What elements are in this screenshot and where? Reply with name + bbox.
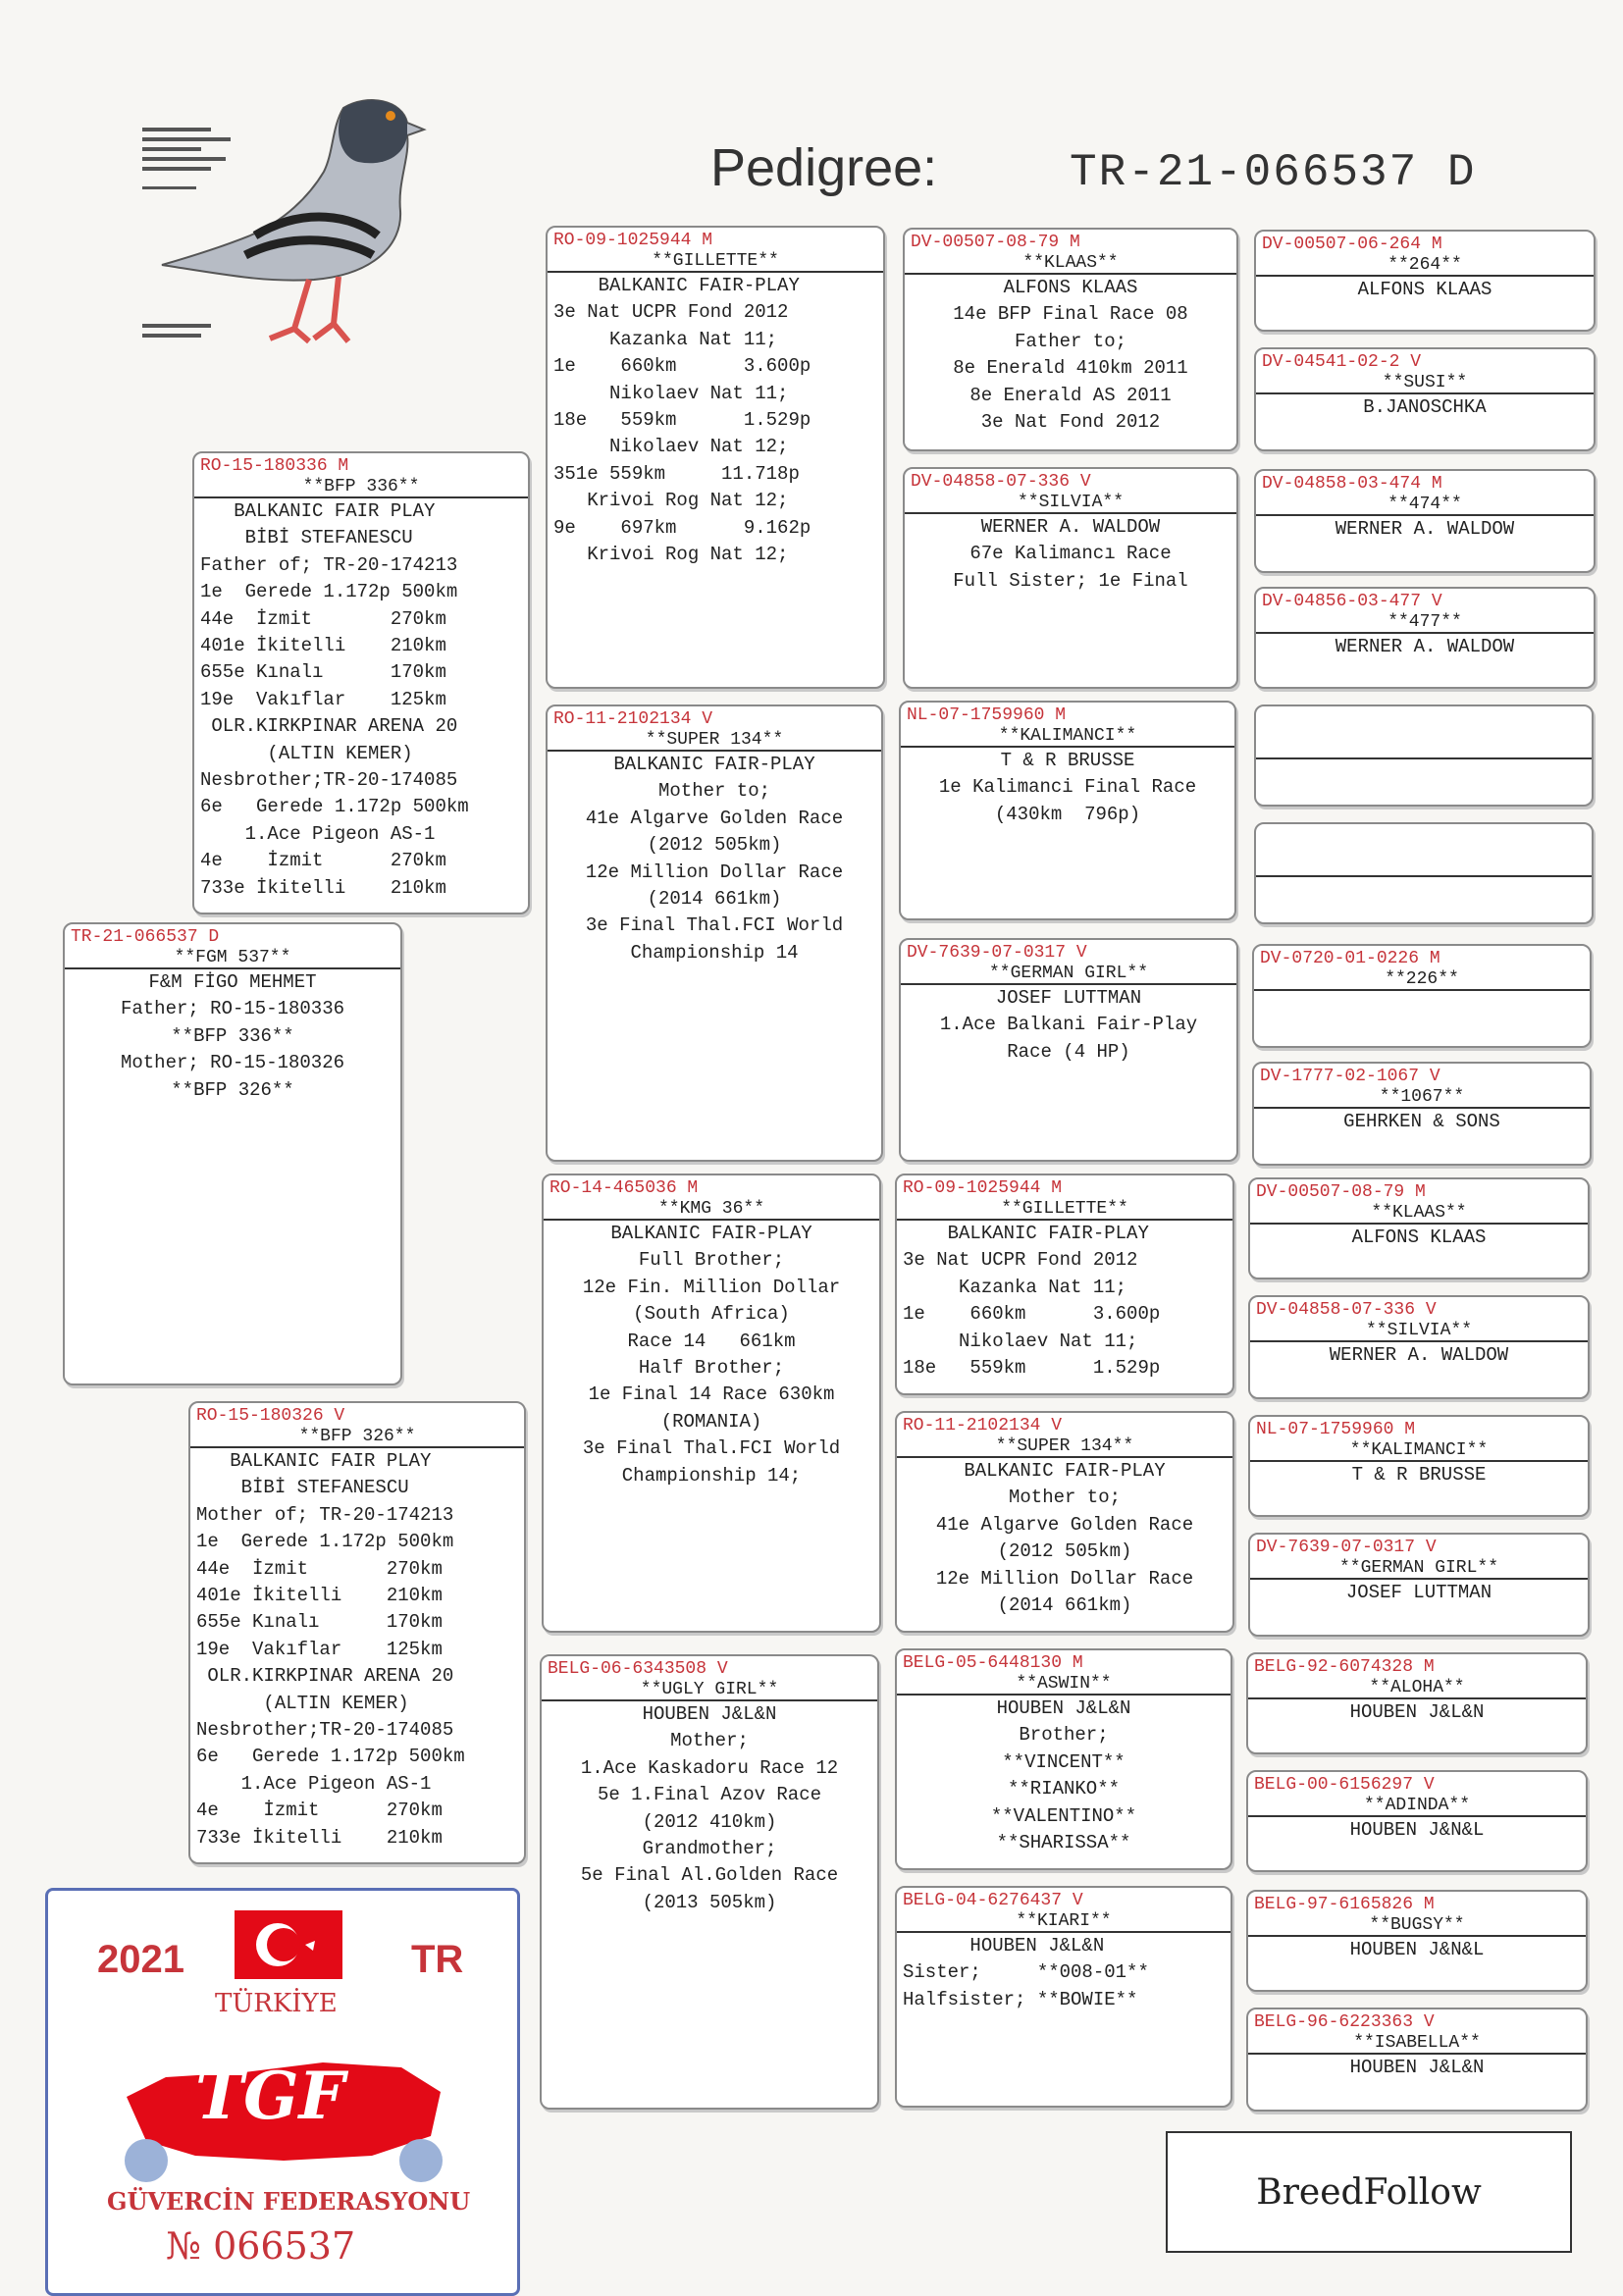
card-text-line: 1e Gerede 1.172p 500km: [200, 581, 458, 603]
card-text-line: 41e Algarve Golden Race: [585, 807, 844, 829]
card-text-line: (2012 505km): [647, 834, 782, 857]
card-text-line: HOUBEN J&L&N: [1349, 2057, 1485, 2078]
card-ggp-4: [899, 938, 1238, 1162]
card-pigeon-name: **KMG 36**: [544, 1199, 879, 1221]
card-ring-number: BELG-05-6448130 M: [903, 1653, 1083, 1673]
card-text-line: 6e Gerede 1.172p 500km: [200, 796, 469, 818]
card-ring-number: DV-00507-08-79 M: [911, 233, 1080, 252]
card-pigeon-name: **ALOHA**: [1248, 1678, 1586, 1699]
card-text-line: BALKANIC FAIR-PLAY: [903, 1223, 1149, 1244]
card-text-line: 1.Ace Pigeon AS-1: [200, 822, 436, 845]
card-ring-number: DV-04856-03-477 V: [1262, 592, 1442, 611]
card-text-line: T & R BRUSSE: [1000, 750, 1135, 771]
card-text-line: Nikolaev Nat 11;: [903, 1330, 1138, 1352]
card-gggp-1: [1254, 230, 1596, 332]
card-text-line: **VALENTINO**: [990, 1804, 1137, 1827]
card-text-line: GEHRKEN & SONS: [1343, 1111, 1500, 1132]
card-gggp-7: [1248, 1177, 1590, 1279]
card-ggp-1: [903, 228, 1238, 451]
card-pigeon-name: **KLAAS**: [905, 253, 1236, 275]
card-text-line: BALKANIC FAIR PLAY: [196, 1450, 432, 1472]
card-ring-number: DV-0720-01-0226 M: [1260, 949, 1440, 968]
card-text-line: 18e 559km 1.529p: [903, 1357, 1161, 1380]
card-text-line: F&M FİGO MEHMET: [148, 971, 317, 993]
card-text-line: T & R BRUSSE: [1351, 1464, 1487, 1486]
card-text-line: 1e 660km 3.600p: [903, 1303, 1161, 1326]
card-text-line: 12e Million Dollar Race: [935, 1567, 1194, 1590]
card-text-line: Full Sister; 1e Final: [953, 569, 1188, 592]
card-text-line: 1e Kalimanci Final Race: [938, 776, 1197, 799]
tgf-stamp: [45, 1888, 520, 2296]
card-text-line: BİBİ STEFANESCU: [196, 1477, 409, 1499]
card-text-line: 18e 559km 1.529p: [553, 409, 812, 432]
card-text-line: Mother;: [670, 1730, 749, 1752]
card-text-line: 12e Million Dollar Race: [585, 861, 844, 883]
card-ring-number: BELG-06-6343508 V: [548, 1659, 728, 1679]
card-pigeon-name: **264**: [1256, 255, 1594, 277]
card-text-line: Full Brother;: [638, 1249, 785, 1272]
card-text-line: JOSEF LUTTMAN: [995, 987, 1142, 1009]
card-text-line: Father of; TR-20-174213: [200, 553, 458, 576]
card-text-line: **BFP 336**: [171, 1024, 294, 1047]
card-text-line: Championship 14;: [621, 1464, 802, 1487]
card-text-line: Sister; **008-01**: [903, 1961, 1149, 1984]
card-text-line: Nesbrother;TR-20-174085: [196, 1719, 454, 1742]
card-text-line: (2012 505km): [997, 1540, 1132, 1563]
card-ring-number: BELG-97-6165826 M: [1254, 1895, 1435, 1914]
card-ring-number: RO-09-1025944 M: [903, 1178, 1063, 1198]
card-text-line: Mother to;: [657, 780, 771, 803]
card-text-line: 8e Enerald AS 2011: [969, 384, 1172, 406]
card-text-line: 401e İkitelli 210km: [196, 1585, 443, 1607]
card-text-line: Nesbrother;TR-20-174085: [200, 769, 458, 792]
card-ring-number: RO-14-465036 M: [550, 1178, 699, 1198]
stamp-number-value: 066537: [213, 2224, 356, 2268]
card-text-line: Championship 14: [630, 941, 799, 964]
card-text-line: BALKANIC FAIR-PLAY: [610, 1223, 812, 1244]
card-text-line: 401e İkitelli 210km: [200, 635, 446, 657]
card-text-line: Halfsister; **BOWIE**: [903, 1988, 1138, 2010]
card-ring-number: NL-07-1759960 M: [1256, 1420, 1416, 1439]
card-text-line: 733e İkitelli 210km: [200, 876, 446, 899]
card-text-line: HOUBEN J&L&N: [1349, 1701, 1485, 1723]
card-gggp-6: [1252, 1062, 1592, 1166]
card-text-line: **RIANKO**: [1007, 1778, 1121, 1800]
card-pigeon-name: **GERMAN GIRL**: [1250, 1558, 1588, 1580]
card-pigeon-name: **FGM 537**: [65, 948, 400, 969]
card-text-line: 19e Vakıflar 125km: [200, 688, 446, 710]
card-ring-number: DV-7639-07-0317 V: [907, 943, 1087, 963]
card-text-line: (ROMANIA): [660, 1410, 762, 1433]
card-text-line: 3e Final Thal.FCI World: [585, 914, 844, 937]
stamp-federation: GÜVERCİN FEDERASYONU: [107, 2187, 471, 2216]
card-ring-number: BELG-92-6074328 M: [1254, 1657, 1435, 1677]
card-text-line: 8e Enerald 410km 2011: [953, 357, 1188, 380]
card-dam-sire: [542, 1174, 881, 1633]
card-text-line: 4e İzmit 270km: [196, 1800, 443, 1822]
card-ring-number: DV-04541-02-2 V: [1262, 352, 1422, 372]
flag-icon: [235, 1910, 342, 1979]
card-text-line: WERNER A. WALDOW: [1335, 636, 1515, 657]
card-sire-dam: [546, 704, 883, 1162]
pigeon-icon: [137, 88, 481, 368]
card-pigeon-name: **SILVIA**: [1250, 1321, 1588, 1342]
card-ring-number: DV-04858-03-474 M: [1262, 474, 1442, 494]
card-ggp-6: [895, 1411, 1234, 1633]
card-ring-number: RO-11-2102134 V: [553, 709, 713, 729]
card-text-line: ALFONS KLAAS: [1003, 277, 1138, 298]
card-pigeon-name: **ADINDA**: [1248, 1796, 1586, 1817]
card-text-line: OLR.KIRKPINAR ARENA 20: [196, 1665, 454, 1688]
card-text-line: Nikolaev Nat 11;: [553, 382, 789, 404]
card-text-line: 44e İzmit 270km: [200, 607, 446, 630]
card-gggp-5: [1252, 944, 1592, 1048]
stamp-org: TGF: [195, 2058, 345, 2134]
card-ring-number: TR-21-066537 D: [71, 927, 220, 947]
card-text-line: 1.Ace Pigeon AS-1: [196, 1772, 432, 1795]
card-text-line: 1e 660km 3.600p: [553, 355, 812, 378]
card-pigeon-name: **SILVIA**: [905, 493, 1236, 514]
card-text-line: HOUBEN J&N&L: [1349, 1939, 1485, 1960]
card-gggp-10: [1248, 1533, 1590, 1637]
card-dam-dam: [540, 1654, 879, 2110]
card-gggp-3: [1254, 469, 1596, 573]
card-pigeon-name: **ASWIN**: [897, 1674, 1230, 1696]
card-text-line: BALKANIC FAIR-PLAY: [553, 275, 800, 296]
card-text-line: Brother;: [1019, 1724, 1109, 1747]
card-pigeon-name: **KLAAS**: [1250, 1203, 1588, 1225]
card-pigeon-name: **GILLETTE**: [897, 1199, 1232, 1221]
card-ring-number: DV-7639-07-0317 V: [1256, 1538, 1437, 1557]
card-text-line: HOUBEN J&N&L: [1349, 1819, 1485, 1841]
card-sire: [192, 451, 530, 914]
card-ggp-7: [895, 1648, 1232, 1870]
card-ring-number: BELG-96-6223363 V: [1254, 2012, 1435, 2032]
card-text-line: Krivoi Rog Nat 12;: [553, 544, 789, 566]
card-text-line: (South Africa): [633, 1303, 790, 1326]
card-text-line: (430km 796p): [994, 803, 1141, 825]
card-pigeon-name: **KALIMANCI**: [901, 726, 1234, 748]
card-text-line: (ALTIN KEMER): [196, 1692, 409, 1714]
card-text-line: Mother to;: [1008, 1487, 1122, 1509]
card-ggp-8: [895, 1886, 1232, 2108]
main-ring-number: TR-21-066537 D: [1070, 147, 1477, 198]
card-text-line: **SHARISSA**: [996, 1832, 1131, 1854]
card-pigeon-name: **SUSI**: [1256, 373, 1594, 394]
card-text-line: 655e Kınalı 170km: [200, 661, 446, 684]
stamp-number: [166, 2224, 355, 2268]
stamp-country: TÜRKİYE: [215, 1989, 338, 2018]
card-text-line: 41e Algarve Golden Race: [935, 1513, 1194, 1536]
card-text-line: 733e İkitelli 210km: [196, 1826, 443, 1849]
card-ring-number: BELG-00-6156297 V: [1254, 1775, 1435, 1795]
card-text-line: (2012 410km): [642, 1810, 777, 1833]
card-text-line: 12e Fin. Million Dollar: [582, 1276, 841, 1298]
card-empty-1: [1254, 704, 1594, 807]
card-text-line: (ALTIN KEMER): [200, 742, 413, 764]
card-text-line: 44e İzmit 270km: [196, 1557, 443, 1580]
card-text-line: Father; RO-15-180336: [120, 998, 345, 1020]
card-gggp-4: [1254, 587, 1596, 689]
card-pigeon-name: **KALIMANCI**: [1250, 1440, 1588, 1462]
card-text-line: **BFP 326**: [171, 1078, 294, 1101]
card-gggp-11: [1246, 1652, 1588, 1754]
card-ring-number: DV-04858-07-336 V: [1256, 1300, 1437, 1320]
card-ring-number: NL-07-1759960 M: [907, 705, 1067, 725]
card-text-line: 1.Ace Balkani Fair-Play: [939, 1014, 1198, 1036]
card-text-line: Krivoi Rog Nat 12;: [553, 490, 789, 512]
card-ring-number: DV-04858-07-336 V: [911, 472, 1091, 492]
card-dam: [188, 1401, 526, 1864]
card-text-line: 14e BFP Final Race 08: [953, 303, 1188, 326]
card-pigeon-name: **GERMAN GIRL**: [901, 964, 1236, 985]
card-sire-sire: [546, 226, 885, 689]
card-text-line: 4e İzmit 270km: [200, 850, 446, 872]
card-ggp-5: [895, 1174, 1234, 1395]
card-text-line: ALFONS KLAAS: [1351, 1226, 1487, 1248]
card-gggp-8: [1248, 1295, 1590, 1399]
card-ring-number: RO-15-180326 V: [196, 1406, 345, 1426]
card-ring-number: DV-00507-06-264 M: [1262, 235, 1442, 254]
card-text-line: BİBİ STEFANESCU: [200, 527, 413, 549]
card-text-line: HOUBEN J&L&N: [996, 1697, 1131, 1719]
card-text-line: OLR.KIRKPINAR ARENA 20: [200, 715, 458, 738]
card-ring-number: BELG-04-6276437 V: [903, 1891, 1083, 1910]
card-gggp-9: [1248, 1415, 1590, 1517]
card-text-line: JOSEF LUTTMAN: [1345, 1582, 1492, 1603]
card-text-line: BALKANIC FAIR-PLAY: [613, 754, 815, 775]
card-text-line: 3e Nat UCPR Fond 2012: [903, 1249, 1138, 1272]
card-gggp-2: [1254, 347, 1596, 451]
card-text-line: Father to;: [1014, 330, 1127, 352]
page-title: Pedigree:: [710, 138, 938, 197]
card-text-line: (2014 661km): [997, 1594, 1132, 1617]
card-text-line: WERNER A. WALDOW: [980, 516, 1161, 538]
card-ring-number: RO-15-180336 M: [200, 456, 349, 476]
card-pigeon-name: **226**: [1254, 969, 1590, 991]
card-text-line: 351e 559km 11.718p: [553, 462, 800, 485]
card-text-line: 655e Kınalı 170km: [196, 1611, 443, 1634]
card-empty-2: [1254, 822, 1594, 924]
card-text-line: 67e Kalimancı Race: [969, 543, 1172, 565]
card-pigeon-name: **KIARI**: [897, 1911, 1230, 1933]
card-text-line: Mother; RO-15-180326: [120, 1052, 345, 1074]
card-text-line: (2014 661km): [647, 888, 782, 911]
card-text-line: Race 14 661km: [627, 1330, 796, 1352]
card-pigeon-name: **BFP 326**: [190, 1427, 524, 1448]
card-gggp-14: [1246, 2008, 1588, 2112]
card-text-line: Kazanka Nat 11;: [903, 1276, 1127, 1298]
brand-box: [1166, 2131, 1572, 2253]
card-pigeon-name: **477**: [1256, 612, 1594, 634]
card-pigeon-name: **GILLETTE**: [548, 251, 883, 273]
card-ring-number: DV-1777-02-1067 V: [1260, 1067, 1440, 1086]
stamp-year: 2021: [97, 1938, 184, 1981]
card-text-line: BALKANIC FAIR-PLAY: [964, 1460, 1166, 1482]
card-pigeon-name: **SUPER 134**: [548, 730, 881, 752]
card-pigeon-name: **BFP 336**: [194, 477, 528, 498]
card-gggp-13: [1246, 1890, 1588, 1992]
card-text-line: HOUBEN J&L&N: [642, 1703, 777, 1725]
card-text-line: Half Brother;: [638, 1357, 785, 1380]
card-text-line: Mother of; TR-20-174213: [196, 1503, 454, 1526]
card-text-line: Grandmother;: [642, 1838, 777, 1860]
card-text-line: 1e Final 14 Race 630km: [588, 1383, 835, 1406]
card-text-line: 3e Final Thal.FCI World: [582, 1437, 841, 1460]
card-pigeon-name: **1067**: [1254, 1087, 1590, 1109]
card-ring-number: RO-11-2102134 V: [903, 1416, 1063, 1435]
card-ring-number: DV-00507-08-79 M: [1256, 1182, 1426, 1202]
card-text-line: 5e 1.Final Azov Race: [597, 1784, 822, 1806]
card-pigeon-name: **SUPER 134**: [897, 1436, 1232, 1458]
card-text-line: (2013 505km): [642, 1891, 777, 1913]
card-subject: [63, 922, 402, 1385]
card-text-line: 19e Vakıflar 125km: [196, 1638, 443, 1660]
card-text-line: 3e Nat UCPR Fond 2012: [553, 301, 789, 324]
card-ring-number: RO-09-1025944 M: [553, 231, 713, 250]
card-text-line: 9e 697km 9.162p: [553, 516, 812, 539]
card-text-line: B.JANOSCHKA: [1363, 396, 1487, 418]
card-text-line: 1e Gerede 1.172p 500km: [196, 1531, 454, 1553]
card-text-line: 6e Gerede 1.172p 500km: [196, 1746, 465, 1768]
card-text-line: Race (4 HP): [1007, 1040, 1130, 1063]
card-text-line: Kazanka Nat 11;: [553, 328, 778, 350]
stamp-number-prefix: №: [166, 2224, 201, 2268]
card-ggp-2: [903, 467, 1238, 689]
card-text-line: 1.Ace Kaskadoru Race 12: [580, 1756, 839, 1779]
card-gggp-12: [1246, 1770, 1588, 1872]
stamp-country-code: TR: [411, 1938, 464, 1981]
card-text-line: 3e Nat Fond 2012: [980, 411, 1161, 434]
card-text-line: 5e Final Al.Golden Race: [580, 1864, 839, 1887]
card-text-line: ALFONS KLAAS: [1357, 279, 1492, 300]
card-pigeon-name: **ISABELLA**: [1248, 2033, 1586, 2055]
card-ggp-3: [899, 701, 1236, 920]
card-text-line: WERNER A. WALDOW: [1335, 518, 1515, 540]
card-text-line: WERNER A. WALDOW: [1329, 1344, 1509, 1366]
card-pigeon-name: **UGLY GIRL**: [542, 1680, 877, 1701]
card-text-line: HOUBEN J&L&N: [903, 1935, 1105, 1957]
brand-name: BreedFollow: [1256, 2171, 1482, 2213]
card-pigeon-name: **474**: [1256, 495, 1594, 516]
card-pigeon-name: **BUGSY**: [1248, 1915, 1586, 1937]
card-text-line: Nikolaev Nat 12;: [553, 436, 789, 458]
card-text-line: **VINCENT**: [1002, 1750, 1126, 1773]
card-text-line: BALKANIC FAIR PLAY: [200, 500, 436, 522]
